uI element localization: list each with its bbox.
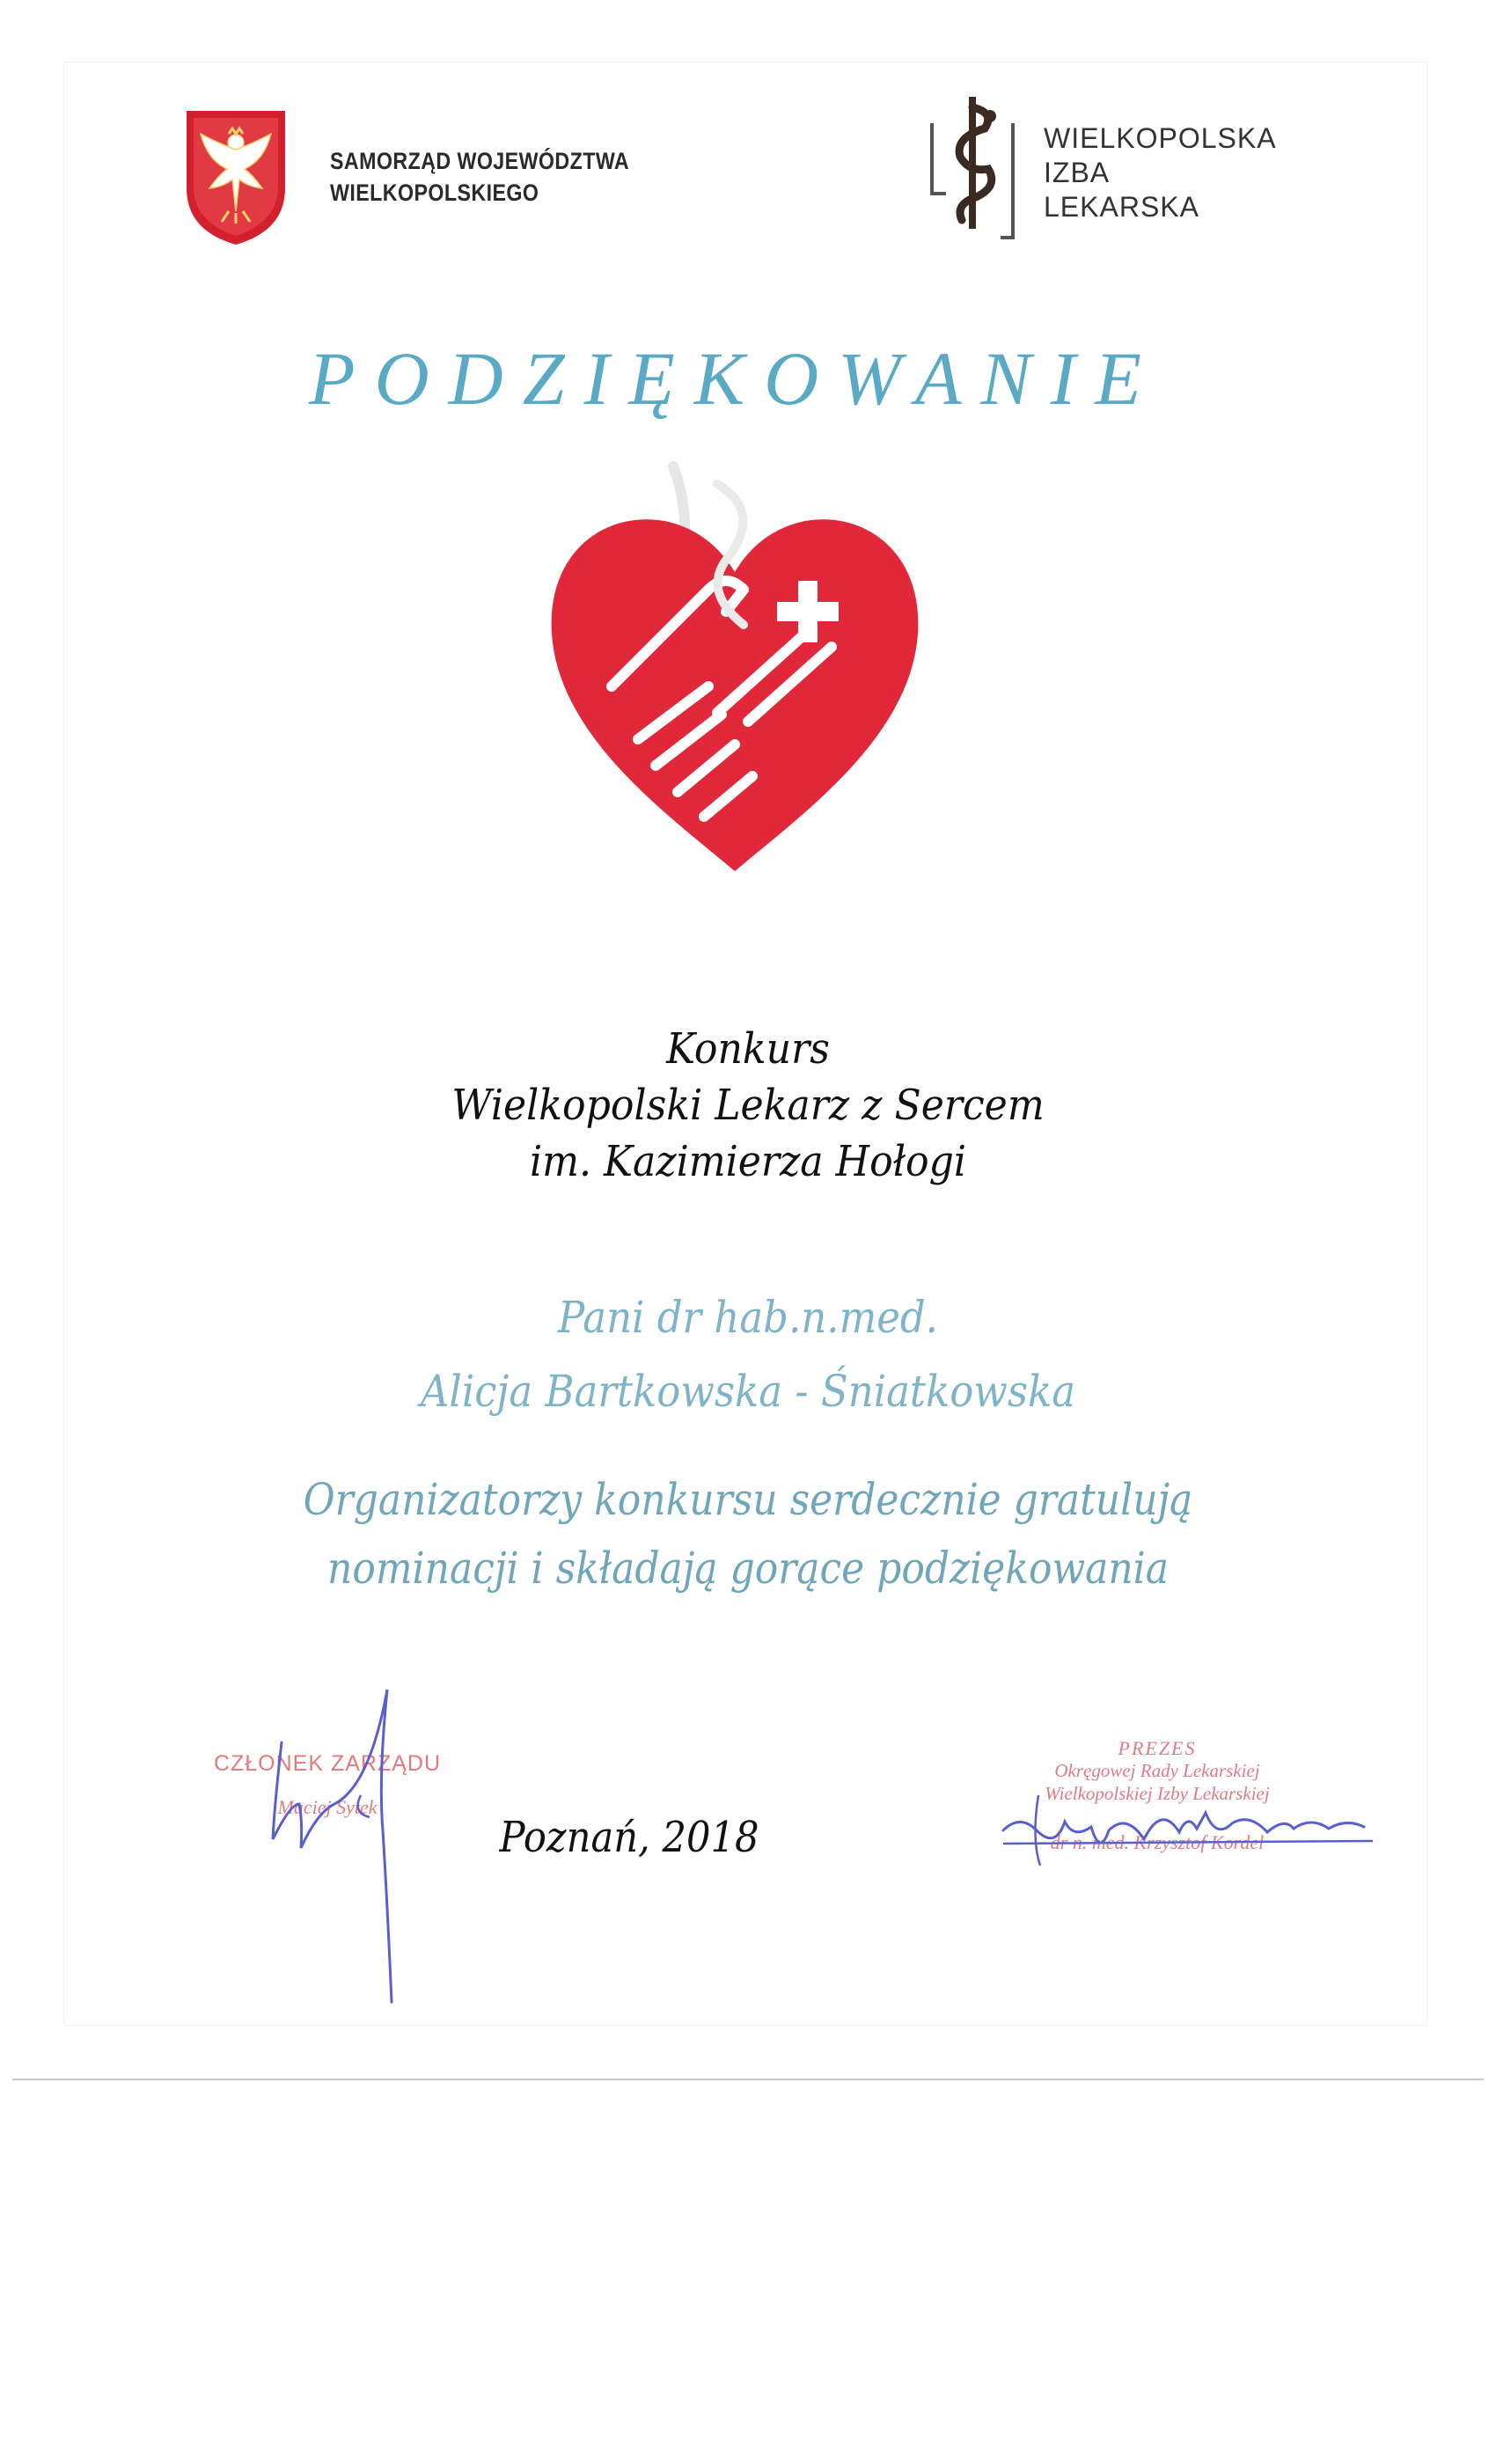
right-signer-name: dr n. med. Krzysztof Kordel (1050, 1831, 1265, 1853)
contest-line1: Konkurs (666, 1024, 830, 1074)
right-org-line2: IZBA (1044, 157, 1111, 188)
right-org-name (1044, 121, 1277, 224)
message-line2: nominacji i składają gorące podziękowania (326, 1543, 1169, 1594)
right-signer-org-line1: Okręgowej Rady Lekarskiej (1054, 1760, 1260, 1781)
recipient-title: Pani dr hab.n.med. (557, 1292, 938, 1343)
right-org-line3: LEKARSKA (1044, 191, 1199, 223)
page-title: PODZIĘKOWANIE (309, 336, 1161, 421)
left-signer-role: CZŁONEK ZARZĄDU (213, 1751, 442, 1776)
left-signer-name: Maciej Sytek (277, 1796, 378, 1818)
left-org-name (330, 145, 633, 209)
message-line1: Organizatorzy konkursu serdecznie gratulują (303, 1474, 1193, 1525)
recipient-name: Alicja Bartkowska - Śniatkowska (420, 1366, 1076, 1417)
left-org-line2: WIELKOPOLSKIEGO (330, 180, 539, 206)
right-signer-role: PREZES (1118, 1737, 1197, 1759)
contest-line3: im. Kazimierza Hołogi (529, 1137, 967, 1186)
congratulation-message (90, 1465, 1406, 1602)
eagle-shield-icon (183, 107, 289, 248)
right-signer-org-line2: Wielkopolskiej Izby Lekarskiej (1045, 1783, 1270, 1804)
right-handwritten-signature (986, 1778, 1382, 1883)
place-date-text: Poznań, 2018 (499, 1813, 759, 1862)
rod-of-asclepius-icon (920, 88, 1025, 242)
right-org-line1: WIELKOPOLSKA (1044, 122, 1277, 154)
left-org-line1: SAMORZĄD WOJEWÓDZTWA (330, 148, 630, 174)
page-edge-divider (12, 2079, 1484, 2080)
contest-line2: Wielkopolski Lekarz z Sercem (451, 1081, 1045, 1130)
contest-title (60, 1021, 1436, 1190)
recipient-block (75, 1280, 1421, 1428)
heart-handshake-icon (541, 458, 928, 898)
